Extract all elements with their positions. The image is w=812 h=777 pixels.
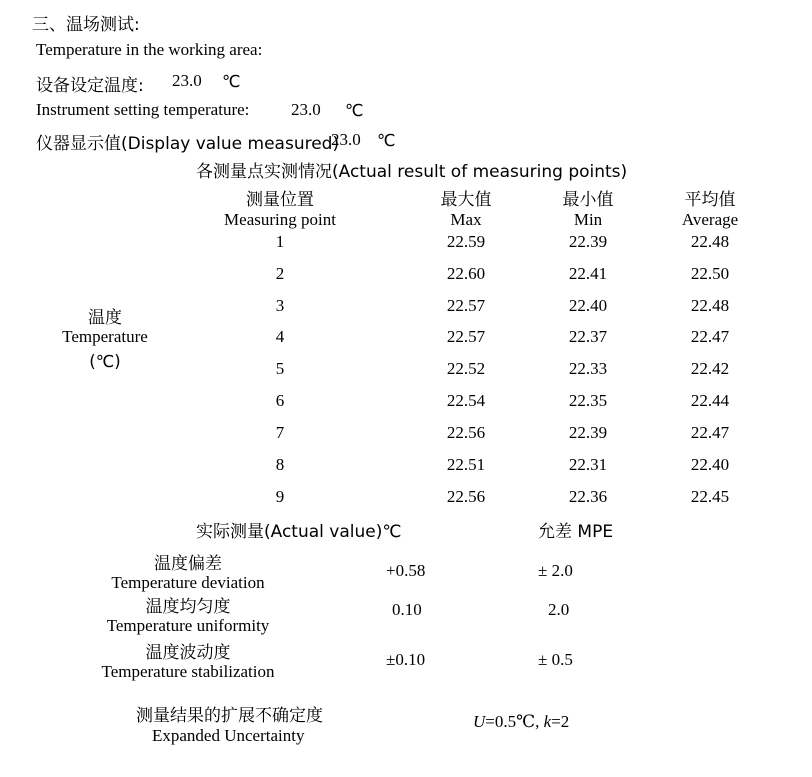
- display-value: 23.0: [331, 130, 361, 149]
- row-group-unit: (℃): [89, 352, 121, 371]
- table-row: 8: [275, 455, 285, 474]
- instrument-set-label: Instrument setting temperature:: [36, 100, 250, 119]
- summary-actual-uniformity: 0.10: [392, 600, 422, 619]
- table-row: 22.31: [568, 455, 608, 474]
- table-caption: 各测量点实测情况(Actual result of measuring points): [196, 162, 628, 182]
- row-group-label-en: Temperature: [62, 327, 148, 346]
- table-row: 22.57: [446, 296, 486, 315]
- table-row: 22.51: [446, 455, 486, 474]
- table-row: 22.33: [568, 359, 608, 378]
- summary-label-cn-deviation: 温度偏差: [154, 554, 222, 574]
- table-row: 22.41: [568, 264, 608, 283]
- summary-actual-deviation: +0.58: [386, 561, 426, 580]
- row-group-label-cn: 温度: [88, 308, 122, 328]
- uncertainty-value: [473, 712, 569, 732]
- display-value-label: 仪器显示值(Display value measured): [36, 134, 340, 154]
- header-en-measuring-point: Measuring point: [224, 210, 336, 229]
- table-row: 22.35: [568, 391, 608, 410]
- header-cn-max: 最大值: [440, 190, 492, 210]
- header-cn-min: 最小值: [562, 190, 614, 210]
- section-heading: 三、温场测试:: [32, 15, 140, 35]
- section-subheading: Temperature in the working area:: [36, 40, 263, 59]
- device-set-label: 设备设定温度:: [36, 76, 144, 96]
- table-row: 9: [275, 487, 285, 506]
- table-row: 22.37: [568, 327, 608, 346]
- table-row: 22.52: [446, 359, 486, 378]
- device-set-unit: ℃: [222, 72, 241, 91]
- header-cn-average: 平均值: [684, 190, 736, 210]
- table-row: 3: [275, 296, 285, 315]
- device-set-value: 23.0: [172, 71, 202, 90]
- summary-label-en-uniformity: Temperature uniformity: [106, 616, 270, 635]
- summary-label-cn-uniformity: 温度均匀度: [145, 597, 231, 617]
- table-row: 22.44: [690, 391, 730, 410]
- uncertainty-u-symbol: U: [473, 712, 486, 731]
- table-row: 22.40: [690, 455, 730, 474]
- instrument-set-value: 23.0: [291, 100, 321, 119]
- header-en-average: Average: [681, 210, 739, 229]
- table-row: 22.50: [690, 264, 730, 283]
- table-row: 22.56: [446, 487, 486, 506]
- summary-actual-stabilization: ±0.10: [386, 650, 426, 669]
- summary-label-cn-stabilization: 温度波动度: [145, 643, 231, 663]
- table-row: 22.39: [568, 232, 608, 251]
- uncertainty-k-symbol: k: [543, 712, 552, 731]
- summary-mpe-deviation: ± 2.0: [538, 561, 573, 580]
- summary-mpe-stabilization: ± 0.5: [538, 650, 573, 669]
- table-row: 22.45: [690, 487, 730, 506]
- instrument-set-unit: ℃: [345, 101, 364, 120]
- table-row: 1: [275, 232, 285, 251]
- table-row: 5: [275, 359, 285, 378]
- table-row: 22.39: [568, 423, 608, 442]
- table-row: 22.54: [446, 391, 486, 410]
- table-row: 22.48: [690, 232, 730, 251]
- uncertainty-label-en: Expanded Uncertainty: [152, 726, 305, 745]
- table-row: 22.42: [690, 359, 730, 378]
- table-row: 22.36: [568, 487, 608, 506]
- header-en-max: Max: [450, 210, 482, 229]
- table-row: 22.60: [446, 264, 486, 283]
- table-row: 6: [275, 391, 285, 410]
- table-row: 22.47: [690, 327, 730, 346]
- table-row: 22.57: [446, 327, 486, 346]
- summary-header-actual: 实际测量(Actual value)℃: [196, 522, 402, 542]
- table-row: 7: [275, 423, 285, 442]
- table-row: 22.59: [446, 232, 486, 251]
- summary-label-en-deviation: Temperature deviation: [111, 573, 265, 592]
- table-row: 4: [275, 327, 285, 346]
- summary-mpe-uniformity: 2.0: [548, 600, 570, 619]
- uncertainty-u-rest: =0.5℃,: [485, 712, 540, 731]
- table-row: 22.48: [690, 296, 730, 315]
- table-row: 22.47: [690, 423, 730, 442]
- summary-label-en-stabilization: Temperature stabilization: [101, 662, 275, 681]
- summary-header-mpe: 允差 MPE: [538, 522, 614, 542]
- uncertainty-k-rest: =2: [551, 712, 570, 731]
- header-cn-measuring-point: 测量位置: [246, 190, 314, 210]
- table-row: 22.40: [568, 296, 608, 315]
- uncertainty-label-cn: 测量结果的扩展不确定度: [136, 706, 323, 726]
- header-en-min: Min: [573, 210, 603, 229]
- table-row: 22.56: [446, 423, 486, 442]
- table-row: 2: [275, 264, 285, 283]
- display-value-unit: ℃: [377, 131, 396, 150]
